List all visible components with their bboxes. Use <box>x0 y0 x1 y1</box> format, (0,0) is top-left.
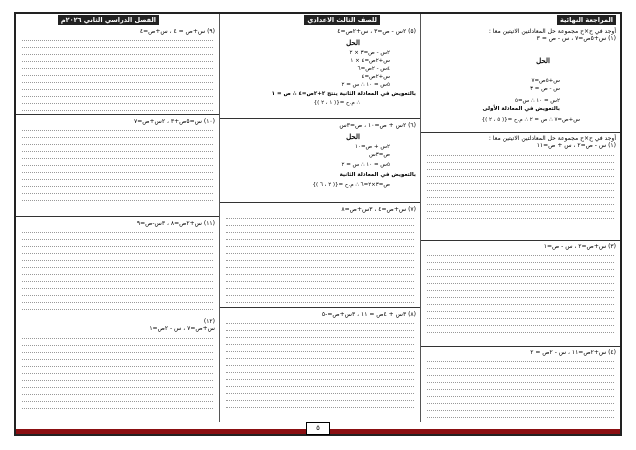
sol-line: ٤س - ٢ص=٦ <box>357 66 390 72</box>
col3-header: المراجعة النهائية <box>557 16 616 24</box>
sol-line: ٥س = ١٠ ∴ س = ٢ <box>341 82 390 88</box>
answer-lines <box>427 155 614 225</box>
sol-line: ∴ م.ح ={( ١ ، ٢ )} <box>313 100 360 106</box>
right-column <box>421 14 620 422</box>
divider <box>220 118 420 119</box>
divider <box>421 132 620 133</box>
sol-line: ٥س = ١٠ ∴ س = ٢ <box>341 162 390 168</box>
q4-block <box>421 349 620 356</box>
instruction: أوجد في ح×ح مجموعة حل المعادلتين الاتيتين معا : <box>488 135 616 142</box>
answer-lines <box>22 338 213 415</box>
sol-line: ٢س + ص=١٠ <box>355 144 390 150</box>
col2-header: للصف الثالث الاعدادي <box>304 16 380 24</box>
sol-line: س - ص = ٣ <box>530 86 560 92</box>
sol-line: س+٢ص=٤ <box>361 74 390 80</box>
worksheet <box>14 12 622 436</box>
answer-lines <box>22 232 213 316</box>
sol-line: بالتعويض في المعادلة الأولى <box>482 106 560 112</box>
sol-line: ٢س = ١٠ ∴ س=٥ <box>514 98 560 104</box>
page-number: ٥ <box>306 422 330 435</box>
left-column <box>16 14 220 422</box>
divider <box>220 202 420 203</box>
answer-lines <box>427 361 614 422</box>
q10-block <box>16 118 219 125</box>
sol-line: ص=٣×٢=٦ ∴ م.ح ={( ٢ ، ٦ )} <box>312 182 390 188</box>
question-12: (١٢) <box>203 318 215 325</box>
divider <box>16 216 219 217</box>
answer-lines <box>226 323 414 414</box>
solution-label: الحل <box>346 38 360 47</box>
question-5: (٥) ٢س - ص=٣ ، س+٢ص=٤ <box>337 28 416 35</box>
sol-line: س+٢ص=٤ × ١ <box>350 58 390 64</box>
q11-block <box>16 220 219 227</box>
q5-block <box>220 28 420 106</box>
sol-line: ٢س - ص=٣ × ٢ <box>349 50 390 56</box>
q8-block <box>220 311 420 318</box>
q3-block <box>421 243 620 250</box>
q12-block <box>16 318 219 332</box>
answer-lines <box>22 40 213 117</box>
question-7: (٧) س+ص=٤ ، ٣س+ص=٨ <box>341 206 416 213</box>
divider <box>421 346 620 347</box>
question-8: (٨) ٣س + ٤ص = ١١ ، ٣س+ص=-٥ <box>321 311 416 318</box>
question-3: (٣) س+ص=٢ ، س - ص=١ <box>543 243 616 250</box>
question-6: (٦) ٢س + ص=١٠ ، ص=٣س <box>339 122 416 129</box>
question-10: (١٠) س=٥ص+٣ ، ٢س+ص=٧ <box>133 118 215 125</box>
q1-block <box>421 28 620 123</box>
middle-column <box>220 14 421 422</box>
question-9: (٩) س+ص = ٤ ، س+ص=٤ <box>139 28 215 35</box>
q6-block <box>220 122 420 188</box>
sol-line: بالتعويض في المعادلة الثانية ينتج ٢+٢ص=٤ ∴ ص = ١ <box>271 91 416 97</box>
answer-lines <box>226 218 414 309</box>
solution-label: الحل <box>346 132 360 141</box>
solution-label: الحل <box>536 56 550 65</box>
sol-line: س+ص=٧ ∴ ص = ٢ ∴ م.ح ={( ٥ ، ٢ )} <box>481 117 580 123</box>
question-12-eq: س+ص=٧ ، س - ٢ص=١ <box>149 325 215 332</box>
q9-block <box>16 28 219 35</box>
answer-lines <box>22 130 213 207</box>
question-4: (٤) س+٢ص=١١ ، س - ٢ص = ٢ <box>530 349 616 356</box>
answer-lines <box>427 255 614 339</box>
q2-block <box>421 135 620 149</box>
sol-line: بالتعويض في المعادلة الثانية <box>339 172 416 178</box>
question-2: (١) س - ص=٢ ، س + ص=١١ <box>536 142 616 149</box>
divider <box>421 240 620 241</box>
question-1: (١) س+٥ص=٧ ، س - ص = ٣ <box>536 35 616 42</box>
sol-line: ص=٣س <box>369 152 390 158</box>
divider <box>16 114 219 115</box>
sol-line: س+٥ص=٧ <box>531 78 560 84</box>
q7-block <box>220 206 420 213</box>
col1-header: الفصل الدراسي الثاني ٢٠٢٦م <box>58 16 159 24</box>
instruction: أوجد في ح×ح مجموعة حل المعادلتين الاتيتين معا : <box>488 28 616 35</box>
divider <box>220 307 420 308</box>
question-11: (١١) س+٢ص=٨ ، ٣س-ص=٩ <box>136 220 215 227</box>
